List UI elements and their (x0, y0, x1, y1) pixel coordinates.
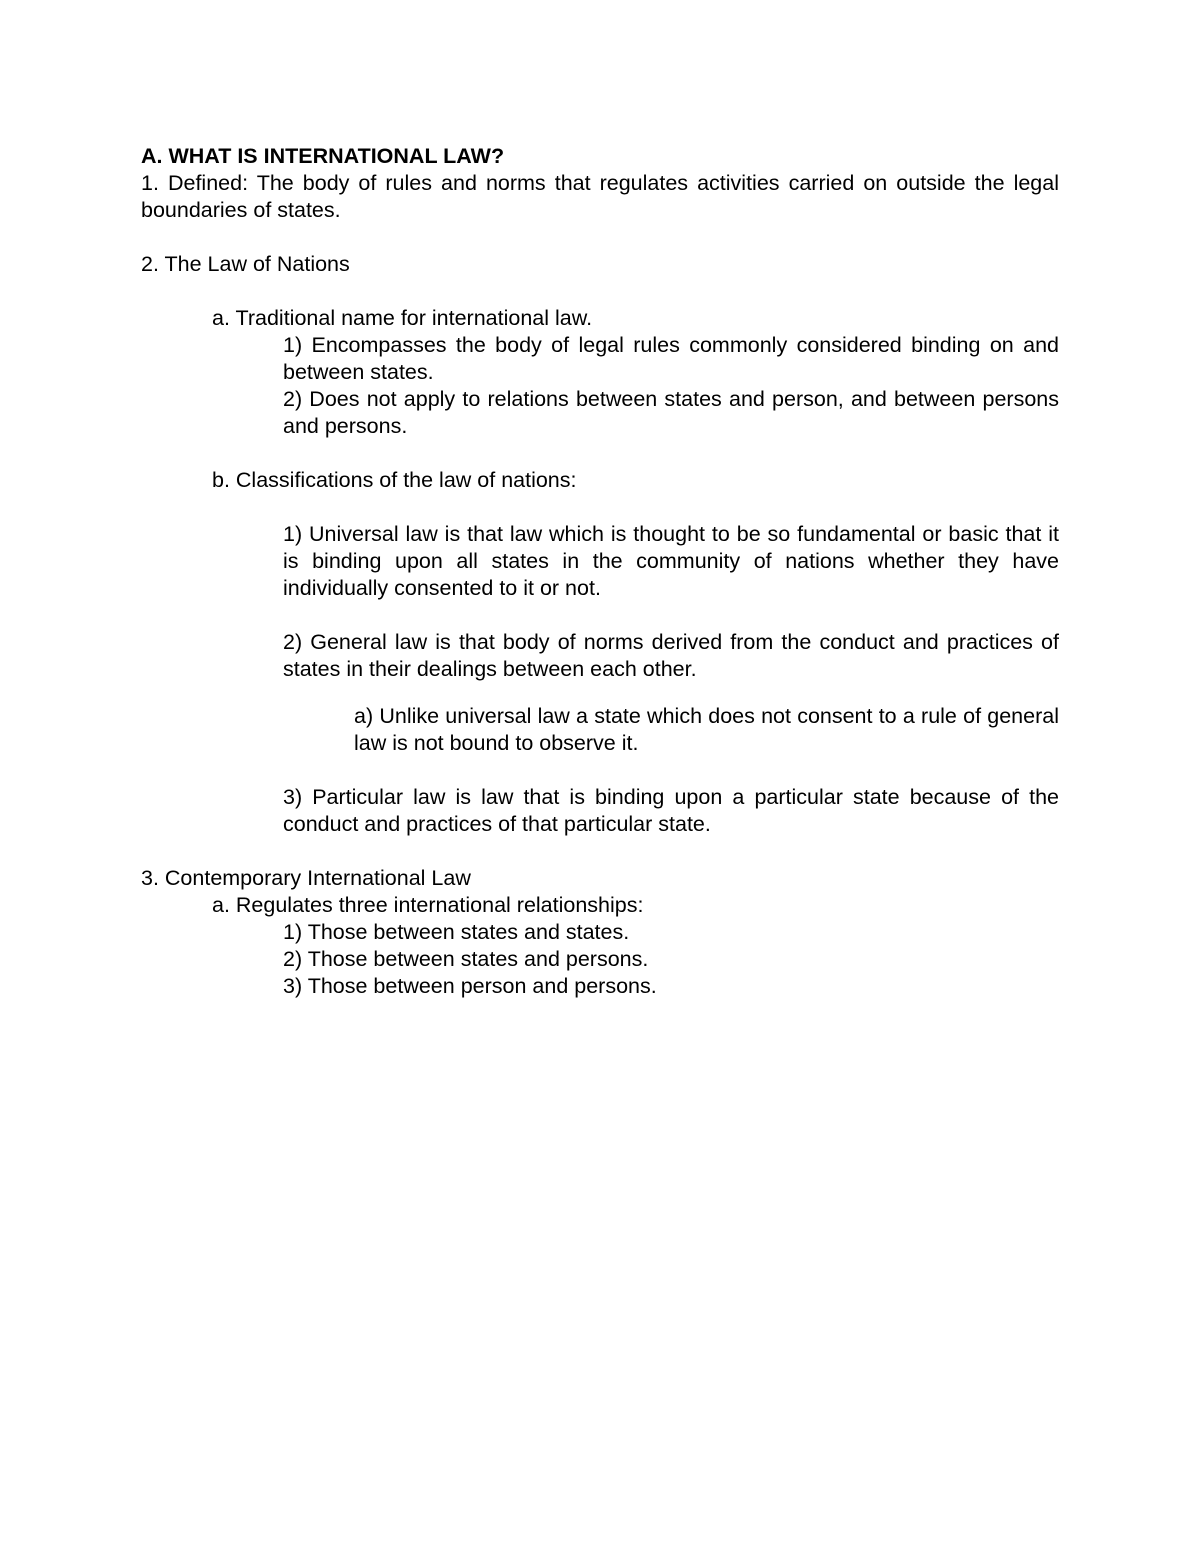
item-2b-point-2a: a) Unlike universal law a state which does not consent to a rule of general law is not bound to observe it. (354, 704, 1059, 755)
item-3a-point-3: 3) Those between person and persons. (283, 974, 657, 998)
spacer (141, 683, 1059, 703)
spacer (141, 440, 1059, 467)
item-2a-point-1: 1) Encompasses the body of legal rules commonly considered binding on and between states. (283, 333, 1059, 384)
item-3-title: 3. Contemporary International Law (141, 866, 471, 890)
spacer (141, 602, 1059, 629)
item-2b-label: b. Classifications of the law of nations: (212, 468, 577, 492)
spacer (141, 278, 1059, 305)
spacer (141, 494, 1059, 521)
item-2b-point-3: 3) Particular law is law that is binding upon a particular state because of the conduct and practices of that particular state. (283, 785, 1059, 836)
document-page (141, 143, 1059, 1000)
item-2a-point-2: 2) Does not apply to relations between states and person, and between persons and persons. (283, 387, 1059, 438)
item-3a-label: a. Regulates three international relationships: (212, 893, 644, 917)
spacer (141, 757, 1059, 784)
item-1-definition: 1. Defined: The body of rules and norms that regulates activities carried on outside the legal boundaries of states. (141, 171, 1059, 222)
item-2b-point-1: 1) Universal law is that law which is thought to be so fundamental or basic that it is binding upon all states in the community of nations whether they have individually consented to it or not. (283, 522, 1059, 600)
spacer (141, 224, 1059, 251)
item-3a-point-1: 1) Those between states and states. (283, 920, 630, 944)
spacer (141, 838, 1059, 865)
item-2a-label: a. Traditional name for international law. (212, 306, 593, 330)
section-heading: A. WHAT IS INTERNATIONAL LAW? (141, 144, 505, 168)
item-2b-point-2: 2) General law is that body of norms derived from the conduct and practices of states in their dealings between each other. (283, 630, 1059, 681)
item-3a-point-2: 2) Those between states and persons. (283, 947, 649, 971)
item-2-title: 2. The Law of Nations (141, 252, 350, 276)
